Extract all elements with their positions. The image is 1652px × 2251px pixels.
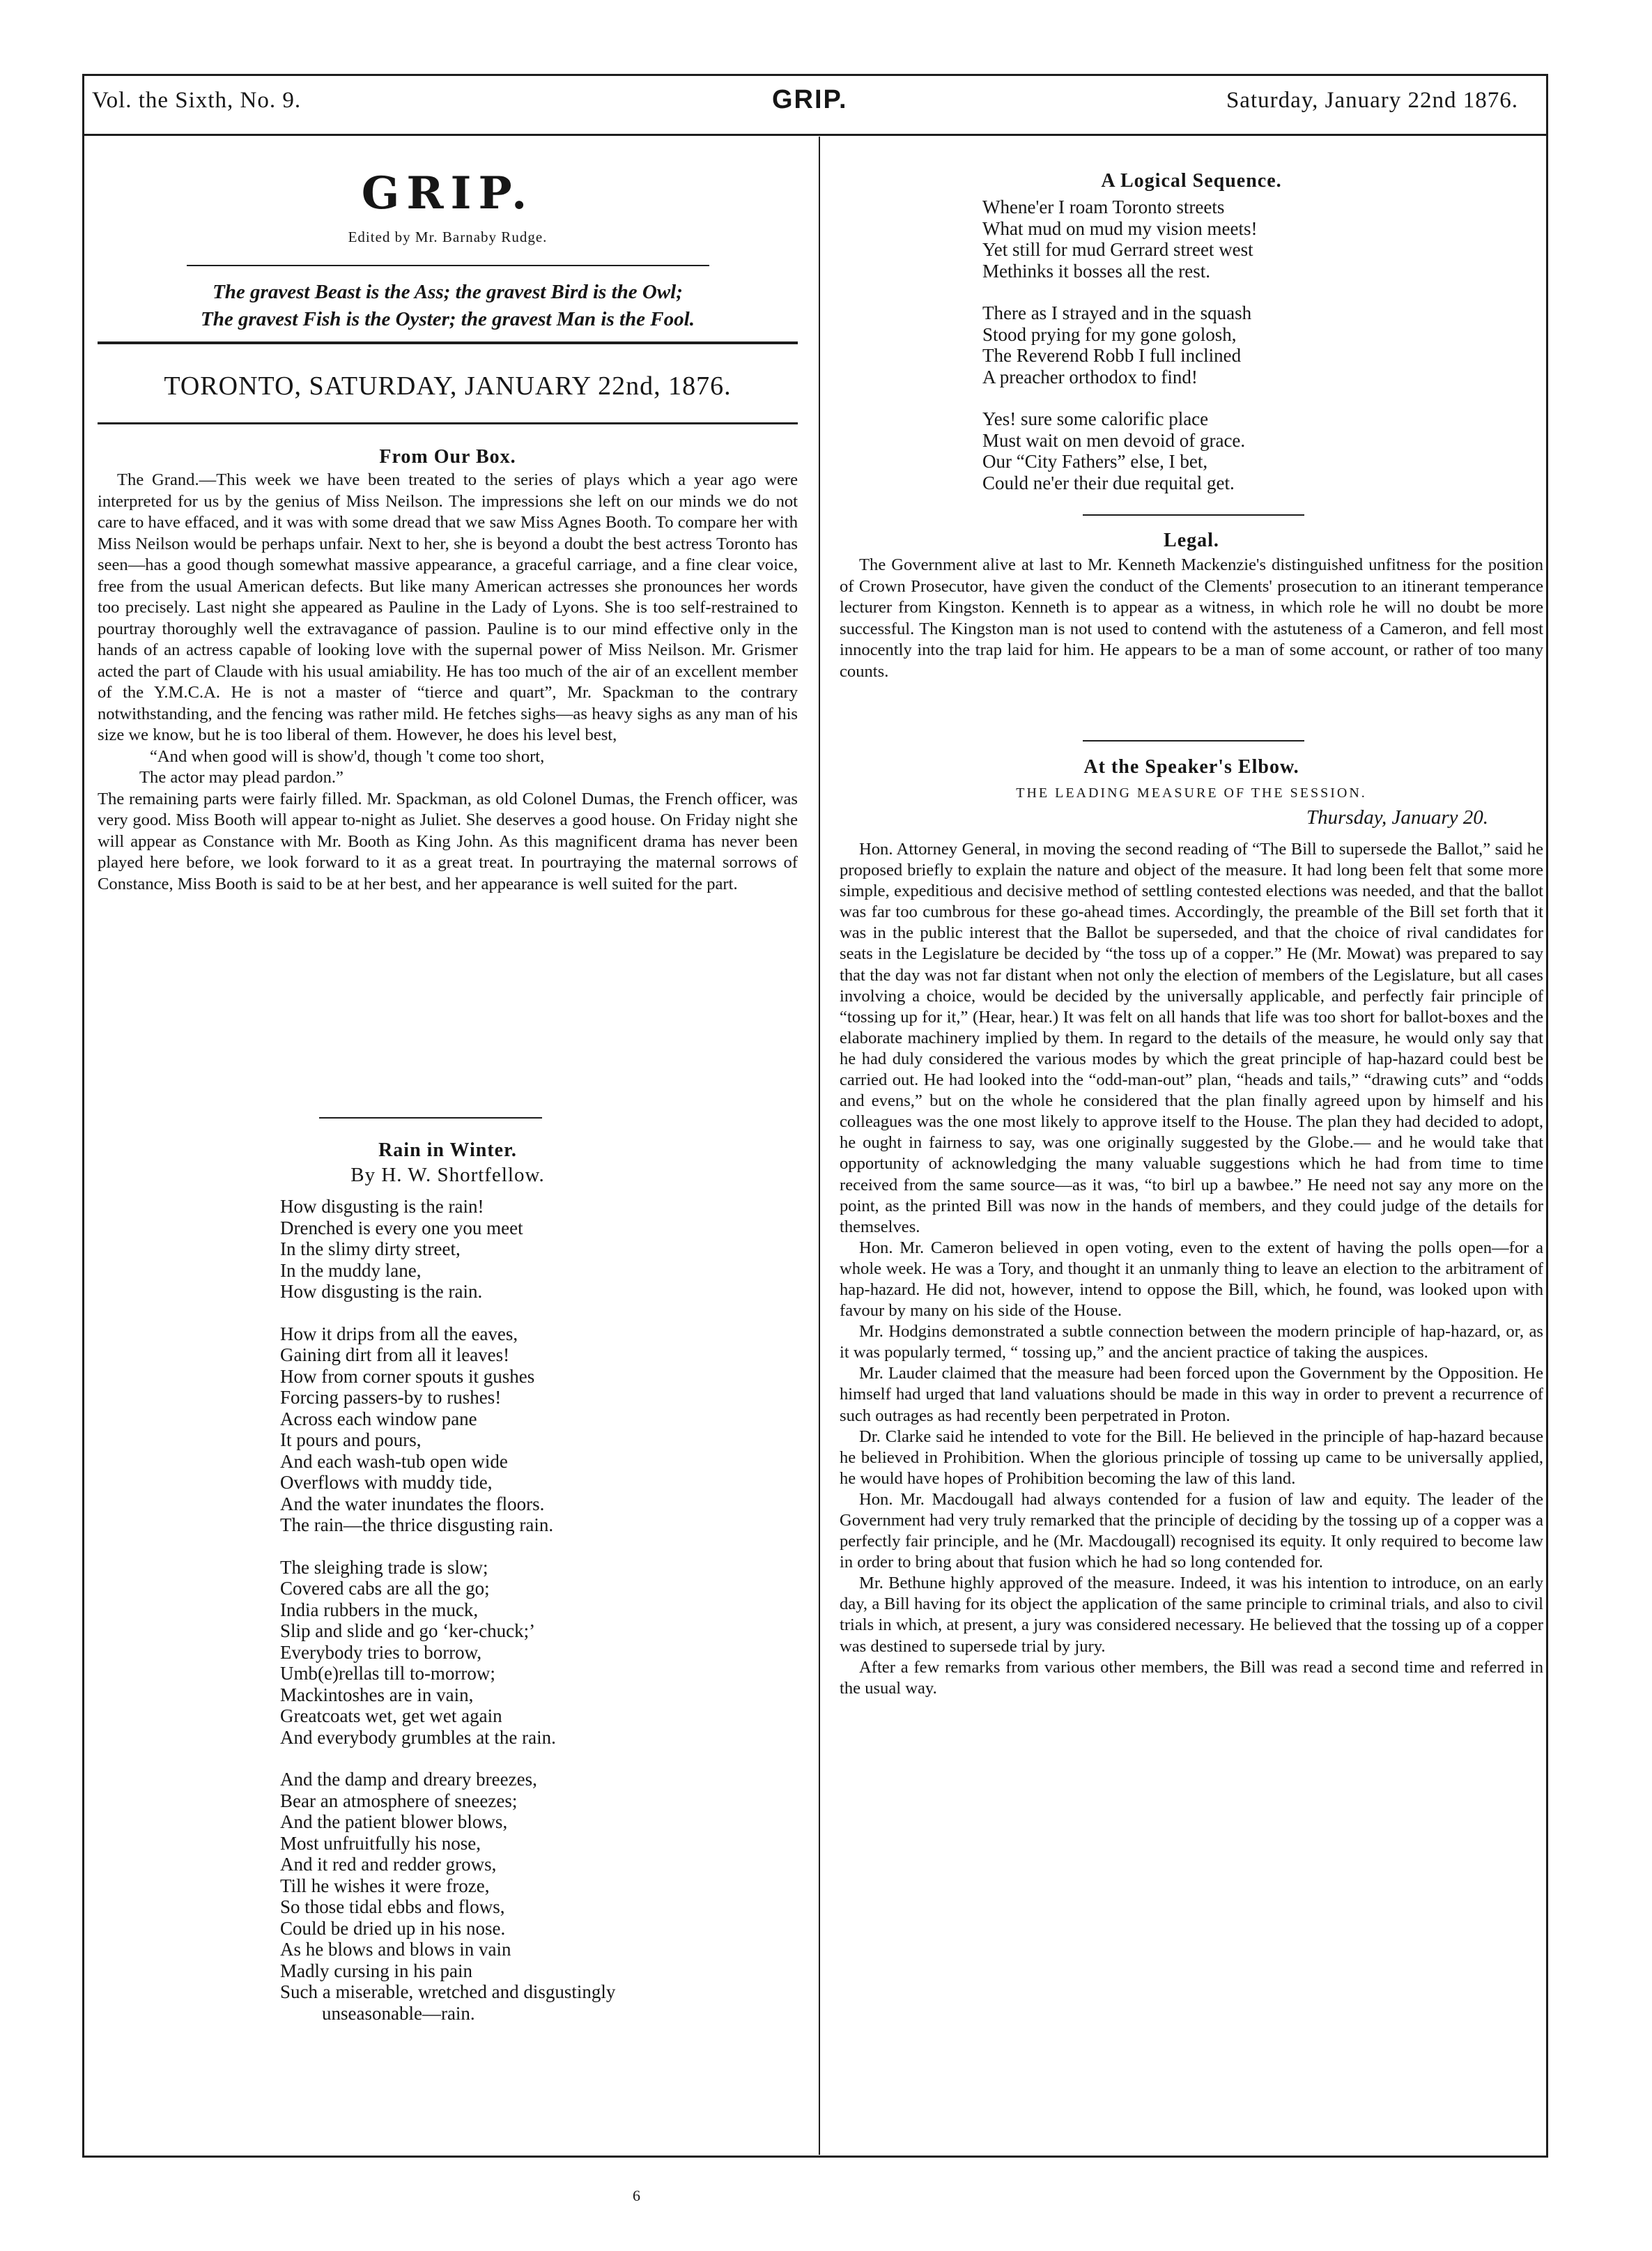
verse-line: The sleighing trade is slow;	[280, 1556, 488, 1578]
verse-line: Covered cabs are all the go;	[280, 1578, 490, 1599]
verse-line: In the muddy lane,	[280, 1259, 422, 1281]
motto-line-1: The gravest Beast is the Ass; the gravest Bird is the Owl;	[213, 281, 683, 303]
verse-line: There as I strayed and in the squash	[982, 302, 1252, 323]
verse-line: And it red and redder grows,	[280, 1854, 497, 1875]
page-footer-mark: 6	[633, 2187, 640, 2204]
section-rule	[1083, 740, 1304, 742]
verse-line: And everybody grumbles at the rain.	[280, 1726, 556, 1748]
verse-line: A preacher orthodox to find!	[982, 366, 1198, 387]
editor-line: Edited by Mr. Barnaby Rudge.	[348, 229, 548, 245]
verse-line: Forcing passers-by to rushes!	[280, 1387, 502, 1408]
verse-line: In the slimy dirty street,	[280, 1238, 461, 1259]
verse-line: Drenched is every one you meet	[280, 1217, 523, 1238]
verse-line: The Reverend Robb I full inclined	[982, 345, 1242, 366]
verse-line: Yes! sure some calorific place	[982, 408, 1209, 429]
verse-line: Could be dried up in his nose.	[280, 1917, 506, 1939]
verse-line: Madly cursing in his pain	[280, 1960, 472, 1981]
verse-line: How it drips from all the eaves,	[280, 1323, 518, 1344]
paragraph: The Government alive at last to Mr. Kenneth Mackenzie's distinguished unfitness for the position of Crown Prosecutor, have given the conduct of the Clements' prosecution to an itinerant temperance lecturer from Kingston. Kenneth is to appear as a witness, in which role he will no doubt be more successful. The Kingston man is not used to contend with the astuteness of a Cameron, and fell most innocently into the trap laid for him. He appears to be a man of some account, or rather of too many counts.	[840, 555, 1543, 681]
stanza	[982, 197, 1257, 282]
running-title: GRIP.	[772, 85, 848, 114]
verse-line: How disgusting is the rain.	[280, 1281, 483, 1302]
verse-line: India rubbers in the muck,	[280, 1599, 479, 1620]
verse-line: Such a miserable, wretched and disgustingly	[280, 1981, 616, 2002]
verse-line: Till he wishes it were froze,	[280, 1875, 490, 1896]
motto-line-2: The gravest Fish is the Oyster; the gravest Man is the Fool.	[201, 308, 695, 330]
verse-line: And the patient blower blows,	[280, 1811, 508, 1832]
header-rule	[82, 134, 1548, 136]
top-border	[82, 74, 1548, 76]
stanza	[280, 1323, 615, 1536]
verse-line: Greatcoats wet, get wet again	[280, 1705, 502, 1726]
paragraph: Mr. Lauder claimed that the measure had been forced upon the Government by the Opposition. He himself had urged that land valuations should be made in this way in order to prevent a recurrence of such outrages as had recently been perpetrated in Proton.	[840, 1364, 1543, 1425]
paragraph: The Grand.—This week we have been treated to the series of plays which a year ago were interpreted for us by the genius of Miss Neilson. The impressions she left on our minds we do not care to have effaced, and it was with some dread that we saw Miss Agnes Booth. To compare her with Miss Neilson would be perhaps unfair. Next to her, she is beyond a doubt the best actress Toronto has seen—has a good though somewhat massive appearance, a graceful carriage, and a fine clear voice, free from the usual American defects. But like many American actresses she pronounces her words too precisely. Last night she appeared as Pauline in the Lady of Lyons. She is too self-restrained to pourtray thoroughly well the extravagance of passion. Pauline is to our mind effective only in the hands of an actress capable of looking love with the supernal power of Miss Neilson. Mr. Grismer acted the part of Claude with his usual amiability. He has too much of the air of an excellent member of the Y.M.C.A. He is not a master of “tierce and quart”, Mr. Spackman to the contrary notwithstanding, and the fencing was rather mild. He fetches sighs—as heavy sighs as any man of his size we know, but he is too liberal of them. However, he does his level best,	[98, 470, 798, 744]
dateline: TORONTO, SATURDAY, JANUARY 22nd, 1876.	[164, 371, 732, 401]
poem-logical-sequence	[982, 197, 1257, 514]
verse-line: Across each window pane	[280, 1408, 477, 1429]
column-divider	[819, 137, 820, 2155]
subheading-leading-measure: THE LEADING MEASURE OF THE SESSION.	[1016, 785, 1367, 801]
verse-line: Stood prying for my gone golosh,	[982, 323, 1237, 345]
verse-line: Could ne'er their due requital get.	[982, 472, 1235, 493]
stanza	[982, 302, 1257, 387]
verse-line: Slip and slide and go ‘ker-chuck;’	[280, 1620, 536, 1641]
verse-line: Umb(e)rellas till to-morrow;	[280, 1663, 495, 1684]
heading-speakers-elbow: At the Speaker's Elbow.	[1083, 756, 1299, 778]
issue-date: Saturday, January 22nd 1876.	[1226, 88, 1518, 113]
verse-line: How disgusting is the rain!	[280, 1196, 484, 1217]
verse-line: And each wash-tub open wide	[280, 1450, 508, 1472]
verse-line: The rain—the thrice disgusting rain.	[280, 1514, 554, 1535]
verse-quote-line: The actor may plead pardon.”	[139, 768, 343, 787]
paragraph: Hon. Mr. Cameron believed in open voting, even to the extent of having the polls open—for a whole week. He was a Tory, and thought it an unmanly thing to leave an election to the arbitrament of hap-hazard. He did not, however, intend to oppose the Bill, which, he found, was looked upon with favour by many on his side of the House.	[840, 1238, 1543, 1321]
stanza	[982, 408, 1257, 493]
verse-line: Bear an atmosphere of sneezes;	[280, 1790, 518, 1811]
verse-line: How from corner spouts it gushes	[280, 1365, 535, 1387]
left-border	[82, 74, 84, 2158]
section-rule	[319, 1117, 542, 1119]
paragraph: Dr. Clarke said he intended to vote for the Bill. He believed in the principle of hap-hazard because he believed in Prohibition. When the glorious principle of tossing up came to be universally applied, he would have hopes of Prohibition becoming the law of this land.	[840, 1427, 1543, 1488]
verse-line: unseasonable—rain.	[322, 2002, 475, 2024]
article-speakers-elbow	[840, 839, 1543, 1699]
stanza	[280, 1769, 615, 2024]
verse-quote-line: “And when good will is show'd, though 't come too short,	[150, 746, 545, 766]
verse-line: And the water inundates the floors.	[280, 1493, 545, 1514]
verse-line: Everybody tries to borrow,	[280, 1641, 482, 1663]
paragraph: After a few remarks from various other members, the Bill was read a second time and referred in the usual way.	[840, 1657, 1543, 1698]
bottom-border	[82, 2156, 1548, 2158]
paragraph: Hon. Attorney General, in moving the second reading of “The Bill to supersede the Ballot,” said he proposed briefly to explain the nature and object of the measure. It had long been felt that some more simple, expeditious and decisive method of settling contested elections was needed, and that the ballot was far too cumbrous for these go-ahead times. Accordingly, the preamble of the Bill set forth that it was in the public interest that the Ballot be superseded, and that the choice of rival candidates for seats in the Legislature be decided by “the toss up of a copper.” He (Mr. Mowat) was prepared to say that the day was not far distant when not only the election of members of the Legislature, but all cases involving a choice, would be decided by the universally applicable, and perfectly fair principle of “tossing up for it,” (Hear, hear.) It was felt on all hands that life was too short for ballot-boxes and the elaborate machinery implied by them. In regard to the details of the measure, he would only say that he had duly considered the various modes by which the great principle of hap-hazard could best be carried out. He had looked into the “odd-man-out” plan, “heads and tails,” “drawing cuts” and “odds and evens,” but on the whole he considered that the plan finally agreed upon by himself and his colleagues was the one most likely to approve itself to the House. The plan they had decided to adopt, he ought in fairness to say, was one originally suggested by the Globe.— and he would take that opportunity of acknowledging the many valuable suggestions which he had from time to time received from the same source—as it was, “to birl up a bawbee.” He need not say any more on the point, as the printed Bill was now in the hands of members, and they could judge of the details for themselves.	[840, 840, 1543, 1236]
dateline-rule	[98, 422, 798, 424]
paragraph: Mr. Bethune highly approved of the measure. Indeed, it was his intention to introduce, on an early day, a Bill having for its object the application of the same principle to criminal trials, and also to civil trials in which, at present, a jury was considered necessary. He believed that the tossing up of a copper was destined to supersede trial by jury.	[840, 1574, 1543, 1656]
motto-rule-top	[187, 265, 709, 266]
paragraph: Mr. Hodgins demonstrated a subtle connection between the modern principle of hap-hazard, or, as it was popularly termed, “ tossing up,” and the ancient practice of taking the auspices.	[840, 1322, 1543, 1362]
verse-line: What mud on mud my vision meets!	[982, 217, 1258, 239]
section-rule	[1083, 514, 1304, 516]
verse-line: Whene'er I roam Toronto streets	[982, 197, 1225, 217]
verse-line: Yet still for mud Gerrard street west	[982, 239, 1253, 260]
verse-line: Overflows with muddy tide,	[280, 1472, 493, 1493]
verse-line: And the damp and dreary breezes,	[280, 1769, 537, 1790]
verse-line: As he blows and blows in vain	[280, 1939, 511, 1960]
heading-from-our-box: From Our Box.	[379, 446, 516, 468]
poem-rain-in-winter	[280, 1196, 615, 2045]
verse-line: Gaining dirt from all it leaves!	[280, 1344, 510, 1365]
masthead-title: GRIP.	[361, 167, 534, 220]
stanza	[280, 1196, 615, 1303]
article-from-our-box	[98, 470, 798, 895]
verse-line: Mackintoshes are in vain,	[280, 1684, 474, 1705]
paragraph: Hon. Mr. Macdougall had always contended for a fusion of law and equity. The leader of the Government had very truly remarked that the principle of deciding by the tossing up of a copper was a perfectly fair principle, and he (Mr. Macdougall) recognised its equity. It only required to become law in order to bring about that fusion which he had so long contended for.	[840, 1489, 1543, 1572]
heading-rain-in-winter: Rain in Winter.	[378, 1139, 517, 1161]
poem-byline: By H. W. Shortfellow.	[350, 1164, 545, 1186]
heading-legal: Legal.	[1164, 530, 1219, 551]
verse-line: It pours and pours,	[280, 1429, 422, 1450]
heading-logical-sequence: A Logical Sequence.	[1101, 170, 1282, 192]
verse-line: Methinks it bosses all the rest.	[982, 260, 1210, 282]
verse-line: Must wait on men devoid of grace.	[982, 429, 1246, 451]
verse-line: Our “City Fathers” else, I bet,	[982, 451, 1208, 472]
right-border	[1546, 74, 1548, 2158]
motto-rule-bottom	[98, 341, 798, 344]
report-date: Thursday, January 20.	[1306, 806, 1488, 829]
stanza	[280, 1557, 615, 1749]
article-legal	[840, 555, 1543, 682]
verse-line: Most unfruitfully his nose,	[280, 1832, 481, 1854]
volume-label: Vol. the Sixth, No. 9.	[92, 88, 302, 113]
paragraph: The remaining parts were fairly filled. Mr. Spackman, as old Colonel Dumas, the French officer, was very good. Miss Booth will appear to-night as Juliet. She deserves a good house. On Friday night she will appear as Constance with Mr. Booth as King John. As this magnificent drama has never been played here before, we look forward to it as a great treat. In pourtraying the maternal sorrows of Constance, Miss Booth is said to be at her best, and her appearance is well suited for the part.	[98, 789, 798, 893]
verse-line: So those tidal ebbs and flows,	[280, 1896, 505, 1917]
